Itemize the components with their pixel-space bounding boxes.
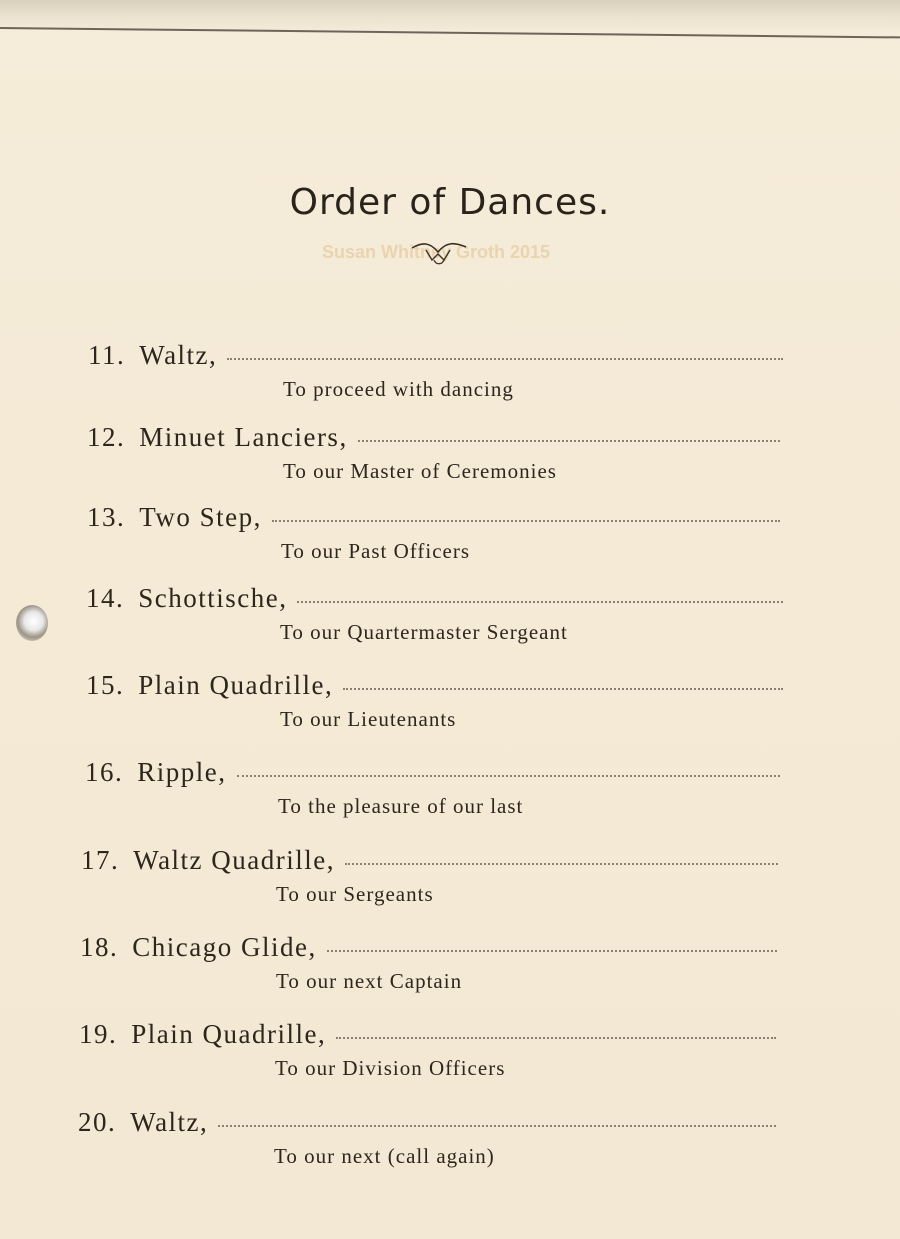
dot-leader [336, 1037, 776, 1039]
watermark-text: Susan Whitney Groth 2015 [322, 242, 551, 262]
dance-item-16 [85, 757, 780, 837]
dance-toast: To the pleasure of our last [278, 794, 524, 818]
dot-leader [237, 775, 781, 777]
dot-leader [218, 1125, 776, 1127]
dance-number: 14. [86, 583, 125, 613]
dance-number: 18. [80, 932, 119, 962]
dance-item-15 [86, 670, 783, 750]
flourish-ornament-icon [408, 238, 470, 268]
dot-leader [227, 358, 783, 360]
dance-number: 11. [88, 340, 126, 370]
dance-toast: To our Past Officers [281, 539, 471, 563]
dance-name: Plain Quadrille, [138, 670, 334, 700]
dance-name: Chicago Glide, [132, 932, 317, 962]
dance-number: 12. [87, 422, 126, 452]
dance-line [78, 1107, 776, 1138]
dance-name: Plain Quadrille, [131, 1019, 327, 1049]
dance-line [85, 757, 780, 788]
dance-name: Waltz, [139, 340, 218, 370]
dot-leader [358, 440, 780, 442]
dance-name: Schottische, [138, 583, 288, 613]
dance-number: 16. [85, 757, 124, 787]
dance-line [81, 845, 778, 876]
dance-number: 15. [86, 670, 125, 700]
dance-toast: To our Master of Ceremonies [283, 459, 557, 483]
dance-line [88, 340, 783, 371]
dot-leader [343, 688, 783, 690]
dance-item-12 [87, 422, 780, 502]
dance-item-11 [88, 340, 783, 420]
dance-line [80, 932, 777, 963]
dance-toast: To our next (call again) [274, 1144, 495, 1168]
dance-name: Two Step, [139, 502, 262, 532]
dance-item-14 [86, 583, 783, 663]
dance-toast: To our Division Officers [275, 1056, 506, 1080]
dot-leader [345, 863, 778, 865]
dance-toast: To our Quartermaster Sergeant [280, 620, 568, 644]
dance-toast: To our Sergeants [276, 882, 434, 906]
dance-name: Waltz Quadrille, [133, 845, 336, 875]
dance-number: 19. [79, 1019, 118, 1049]
dance-number: 13. [87, 502, 126, 532]
dance-line [87, 502, 780, 533]
dot-leader [297, 601, 783, 603]
dance-item-13 [87, 502, 780, 582]
dance-item-17 [81, 845, 778, 925]
dance-line [86, 670, 783, 701]
dance-item-20 [78, 1107, 776, 1187]
page-title: Order of Dances. [289, 182, 611, 223]
dance-name: Minuet Lanciers, [139, 422, 348, 452]
dance-number: 20. [78, 1107, 117, 1137]
dance-line [79, 1019, 776, 1050]
dance-item-18 [80, 932, 777, 1012]
dot-leader [327, 950, 777, 952]
dance-name: Ripple, [137, 757, 227, 787]
dance-name: Waltz, [130, 1107, 209, 1137]
dance-item-19 [79, 1019, 776, 1099]
dance-toast: To our Lieutenants [280, 707, 457, 731]
dance-line [86, 583, 783, 614]
dot-leader [272, 520, 780, 522]
dance-number: 17. [81, 845, 120, 875]
paper-edge [0, 0, 900, 30]
binding-hole [16, 605, 48, 641]
dance-toast: To our next Captain [276, 969, 463, 993]
dance-line [87, 422, 780, 453]
dance-toast: To proceed with dancing [283, 377, 514, 401]
